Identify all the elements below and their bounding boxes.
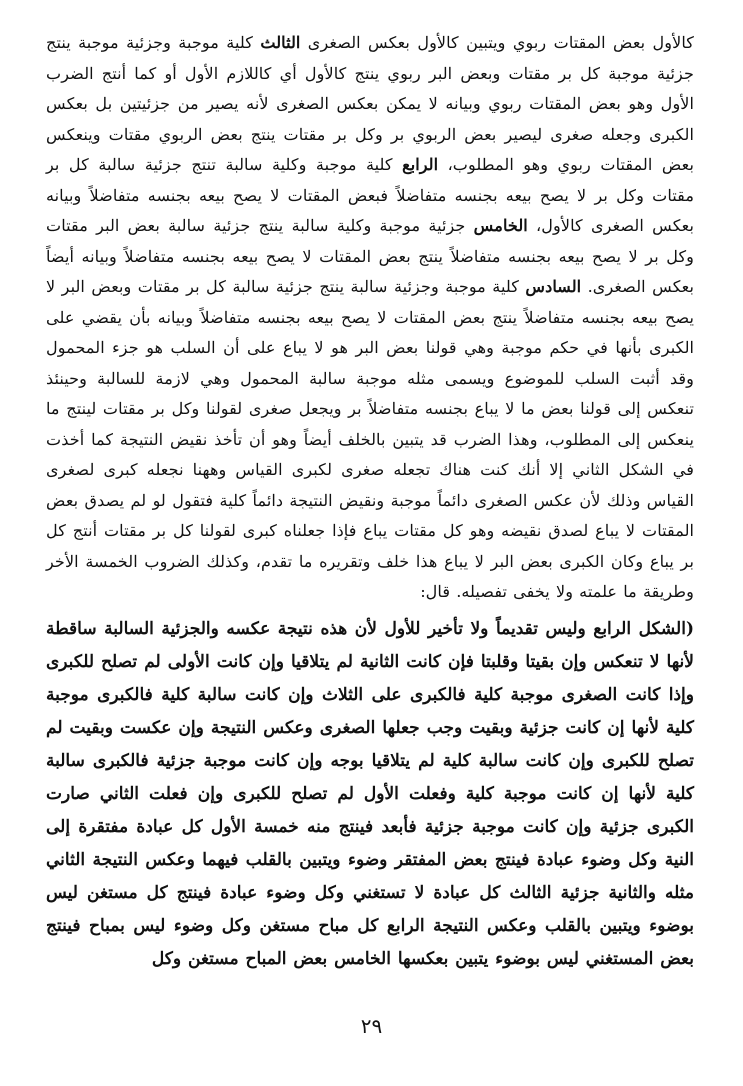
text-segment: كلية موجبة وجزئية سالبة ينتج جزئية سالبة كل بر مقتات وبعض البر لا يصح بيعه بجنسه متفاضلاً ينتج بعض المقتات لا يصح بيعه بجنسه متفاضلاً وبيانه بأن يقضي على الكبرى بأنها في حكم موجبة وهي قولنا بعض البر هو لا يباع على أن السلب هو جزء المحمول وقد أثبت السلب للموضوع ويسمى مثله موجبة سالبة المحمول وهي لازمة للسالبة وحينئذ تنعكس إلى قولنا بعض ما لا يباع بجنسه متفاضلاً بر ويجعل صغرى لقولنا وكل بر مقتات لينتج ما ينعكس إلى المطلوب، وهذا الضرب قد يتبين بالخلف أيضاً وهو أن تأخذ نقيض النتيجة كما أخذت في الشكل الثاني إلا أنك كنت هناك تجعله صغرى لكبرى القياس وههنا نجعله كبرى لصغرى القياس وذلك لأن عكس الصغرى دائماً موجبة ونقيض النتيجة دائماً كلية فتقول لو لم يصدق بعض المقتات لا يباع لصدق نقيضه وهو كل مقتات يباع فإذا جعلناه كبرى لقولنا كل بر مقتات أنتج كل بر يباع وكان الكبرى بعض البر لا يباع هذا خلف وتقريره ما تقدم، وكذلك الضروب الخمسة الأخر وطريقة ما علمته ولا يخفى تفصيله. قال: bbox=[46, 277, 694, 601]
paragraph-1 bbox=[46, 28, 694, 608]
keyword-fourth: الرابع bbox=[402, 155, 439, 174]
page-body bbox=[46, 28, 694, 976]
text-segment: جزئية موجبة وكلية سالبة ينتج جزئية سالبة بعض البر مقتات وكل بر لا يصح بيعه بجنسه متفاضلاً ينتج بعض المقتات لا يصح بيعه بجنسه متفاضلاً وبيانه أيضاً بعكس الصغرى. bbox=[46, 216, 694, 296]
paragraph-2-quoted-text: (الشكل الرابع وليس تقديماً ولا تأخير للأول لأن هذه نتيجة عكسه والجزئية السالبة ساقطة لأنها لا تنعكس وإن بقيتا وقلبتا فإن كانت الثانية لم يتلاقيا وإن كانت الأولى لم تصلح للكبرى وإذا كانت الصغرى موجبة كلية فالكبرى على الثلاث وإن كانت سالبة كلية فالكبرى موجبة كلية لأنها إن كانت جزئية وبقيت وجب جعلها الصغرى وعكس النتيجة وإن عكست وبقيت لم تصلح للكبرى وإن كانت سالبة كلية لم يتلاقيا بوجه وإن كانت موجبة جزئية فالكبرى سالبة كلية لأنها إن كانت موجبة كلية وفعلت الأول لم تصلح للكبرى وإن فعلت الثاني صارت الكبرى جزئية وإن كانت موجبة جزئية فأبعد فينتج منه خمسة الأول كل عبادة مفتقرة إلى النية وكل وضوء عبادة فينتج بعض المفتقر وضوء ويتبين بالقلب فيهما وعكس النتيجة الثاني مثله والثانية جزئية الثالث كل عبادة لا تستغني وكل وضوء عبادة فينتج كل مستغن ليس بوضوء ويتبين بالقلب وعكس النتيجة الرابع كل مباح مستغن وكل وضوء ليس بمباح فينتج بعض المستغني ليس بوضوء يتبين بعكسها الخامس بعض المباح مستغن وكل bbox=[46, 618, 694, 969]
keyword-third: الثالث bbox=[260, 33, 301, 52]
text-segment: كلية موجبة وكلية سالبة تنتج جزئية سالبة كل بر مقتات وكل بر لا يصح بيعه بجنسه متفاضلاً فبعض المقتات لا يصح بيعه بجنسه متفاضلاً وبيانه بعكس الصغرى كالأول، bbox=[46, 155, 694, 235]
keyword-sixth: السادس bbox=[525, 277, 582, 296]
text-segment: كلية موجبة وجزئية موجبة ينتج جزئية موجبة كل بر مقتات وبعض البر ربوي ينتج كالأول أي كاللازم الأول أو كما أنتج الضرب الأول وهو بعض المقتات ربوي وبيانه لا يمكن بعكس الصغرى لأنه يصير من جزئيتين بل بعكس الكبرى وجعله صغرى ليصير بعض الربوي بر وكل بر مقتات ينتج بعض الربوي مقتات وينعكس بعض المقتات ربوي وهو المطلوب، bbox=[46, 33, 694, 174]
page-number: ٢٩ bbox=[360, 1014, 383, 1038]
text-segment: كالأول بعض المقتات ربوي ويتبين كالأول بعكس الصغرى bbox=[300, 33, 694, 52]
keyword-fifth: الخامس bbox=[473, 216, 528, 235]
